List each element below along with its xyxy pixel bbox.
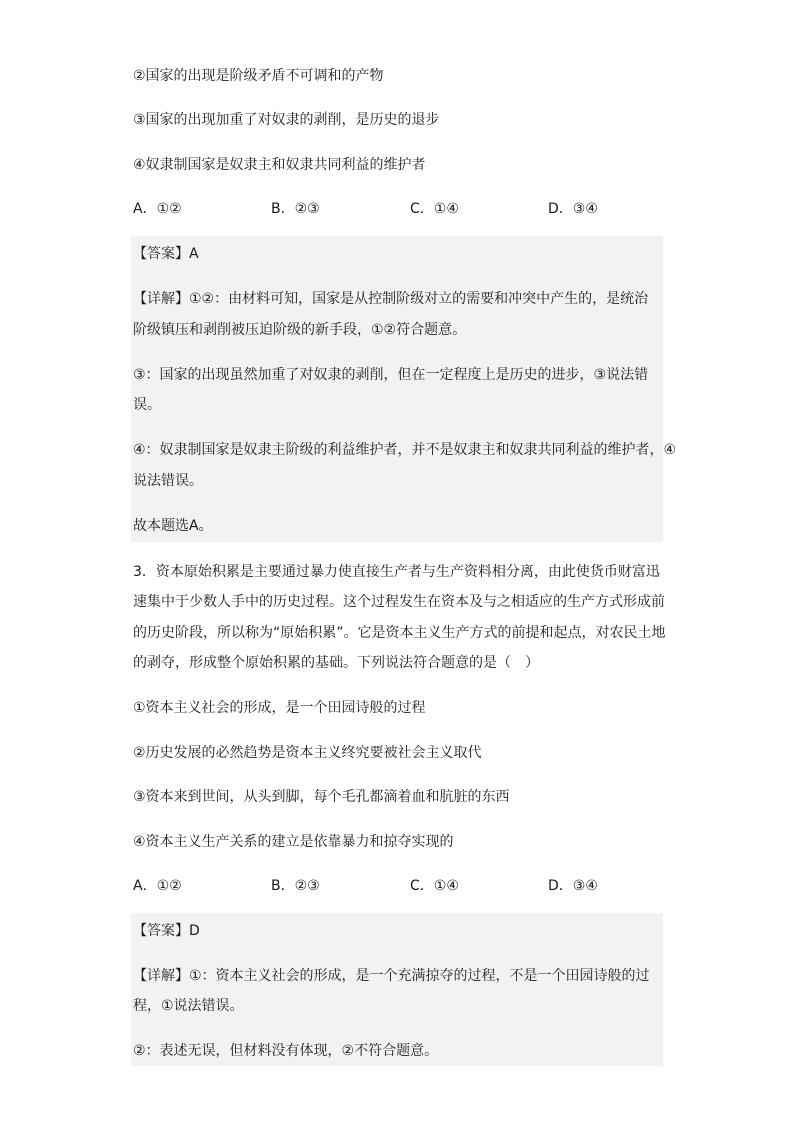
q3-option-c: C．①④ [410, 878, 459, 894]
q3-option-a: A．①② [133, 878, 182, 894]
q3-explanation-line-2: 程，①说法错误。 [133, 998, 244, 1014]
q2-explanation-line-5: ④：奴隶制国家是奴隶主阶级的利益维护者，并不是奴隶主和奴隶共同利益的维护者，④ [133, 442, 677, 458]
q3-explanation-line-3: ②：表述无误，但材料没有体现，②不符合题意。 [133, 1043, 439, 1059]
q3-stem-line-2: 速集中于少数人手中的历史过程。这个过程发生在资本及与之相适应的生产方式形成前 [133, 594, 665, 610]
q3-explanation-line-1: 【详解】①：资本主义社会的形成，是一个充满掠夺的过程，不是一个田园诗般的过 [133, 968, 650, 984]
q3-stem-line-4: 的剥夺，形成整个原始积累的基础。下列说法符合题意的是（ ） [133, 655, 539, 671]
q2-statement-4: ④奴隶制国家是奴隶主和奴隶共同利益的维护者 [133, 157, 426, 173]
q2-explanation-line-6: 说法错误。 [133, 473, 203, 489]
q2-option-a: A．①② [133, 201, 182, 217]
q2-explanation-line-3: ③：国家的出现虽然加重了对奴隶的剥削，但在一定程度上是历史的进步，③说法错 [133, 367, 649, 383]
q3-stem-line-1: 3．资本原始积累是主要通过暴力使直接生产者与生产资料相分离，由此使货币财富迅 [133, 564, 660, 580]
q2-options [133, 199, 673, 219]
q3-option-d: D．③④ [548, 878, 598, 894]
q3-stem-line-3: 的历史阶段，所以称为“原始积累”。它是资本主义生产方式的前提和起点，对农民土地 [133, 625, 666, 641]
q2-option-b: B．②③ [271, 201, 320, 217]
q2-option-d: D．③④ [548, 201, 598, 217]
q3-statement-1: ①资本主义社会的形成，是一个田园诗般的过程 [133, 700, 426, 716]
q3-answer: 【答案】D [133, 923, 200, 939]
q2-explanation-line-4: 误。 [133, 397, 161, 413]
q2-statement-3: ③国家的出现加重了对奴隶的剥削，是历史的退步 [133, 112, 440, 128]
q2-answer: 【答案】A [133, 246, 199, 262]
q3-option-b: B．②③ [271, 878, 320, 894]
q3-options [133, 876, 673, 896]
q3-statement-2: ②历史发展的必然趋势是资本主义终究要被社会主义取代 [133, 745, 482, 761]
q2-statement-2: ②国家的出现是阶级矛盾不可调和的产物 [133, 68, 384, 84]
q2-answer-block [131, 236, 663, 542]
q2-explanation-line-2: 阶级镇压和剥削被压迫阶级的新手段，①②符合题意。 [133, 322, 467, 338]
q3-statement-3: ③资本来到世间，从头到脚，每个毛孔都滴着血和肮脏的东西 [133, 789, 510, 805]
q3-statement-4: ④资本主义生产关系的建立是依靠暴力和掠夺实现的 [133, 834, 454, 850]
q2-explanation-line-1: 【详解】①②：由材料可知，国家是从控制阶级对立的需要和冲突中产生的，是统治 [133, 291, 649, 307]
q2-option-c: C．①④ [410, 201, 459, 217]
q2-conclusion: 故本题选A。 [133, 518, 213, 534]
